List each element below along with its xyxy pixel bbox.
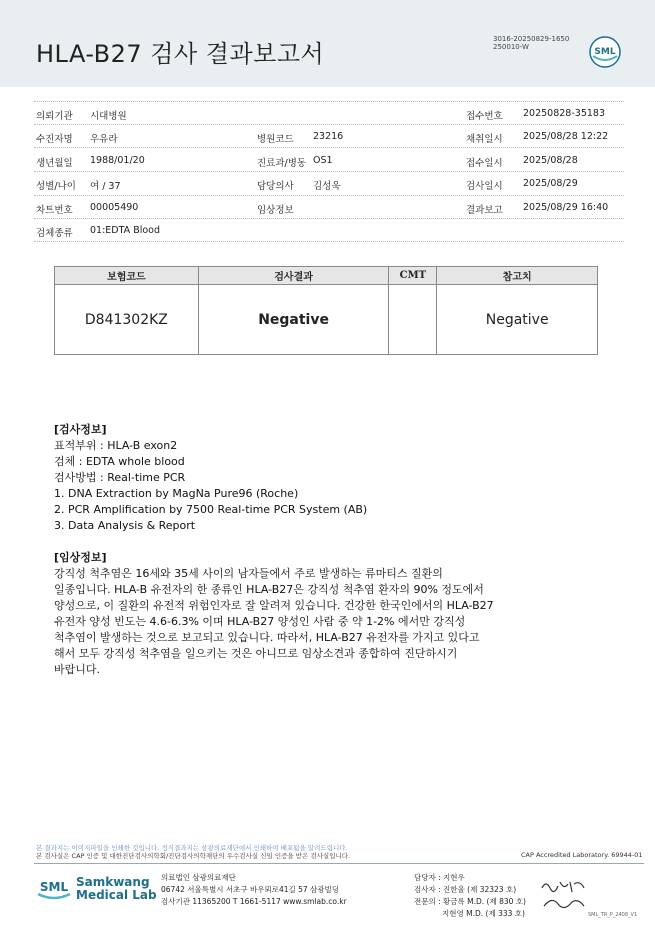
clinical-label: 임상정보 — [257, 205, 294, 216]
insurance-code-cell: D841302KZ — [55, 285, 199, 355]
manager: 담당자 : 지현우 — [414, 873, 465, 882]
dept-value: OS1 — [313, 155, 333, 166]
cap-accreditation: CAP Accredited Laboratory. 69944-01 — [521, 851, 643, 859]
divider — [34, 195, 624, 196]
header-insurance-code: 보험코드 — [55, 267, 199, 285]
tested-value: 2025/08/29 — [523, 178, 578, 189]
dob-label: 생년월일 — [36, 158, 73, 169]
divider — [34, 218, 624, 219]
samkwang-logo-text: SML — [39, 880, 69, 894]
sex-age-label: 성별/나이 — [36, 181, 76, 192]
receipt-no-value: 20250828-35183 — [523, 108, 606, 119]
reported-label: 결과보고 — [466, 205, 503, 216]
specimen-value: 01:EDTA Blood — [90, 225, 161, 236]
footer-divider — [34, 863, 644, 864]
test-info-line: 3. Data Analysis & Report — [54, 519, 196, 532]
page-title: HLA-B27 검사 결과보고서 — [36, 40, 325, 68]
organization-info — [161, 872, 347, 908]
tester: 검사자 : 진한울 (제 32323 호) — [414, 885, 517, 894]
receipt-no-label: 접수번호 — [466, 111, 503, 122]
test-info-line: 검체 : EDTA whole blood — [54, 455, 185, 468]
org-contact: 검사기관 11365200 T 1661-5117 www.smlab.co.kr — [161, 897, 347, 906]
divider — [34, 124, 624, 125]
result-table — [54, 266, 598, 355]
brand-line2: Medical Lab — [76, 888, 157, 902]
result-table-header — [55, 267, 598, 285]
collection-label: 채취일시 — [466, 134, 503, 145]
cmt-cell — [389, 285, 437, 355]
hospital-code-label: 병원코드 — [257, 134, 294, 145]
collection-value: 2025/08/28 12:22 — [523, 131, 609, 142]
specimen-label: 검체종류 — [36, 228, 73, 239]
institution-label: 의뢰기관 — [36, 111, 73, 122]
clinical-info-heading: [임상정보] — [54, 551, 107, 564]
test-info-line: 2. PCR Amplification by 7500 Real-time PCR System (AB) — [54, 503, 368, 516]
document-code — [493, 35, 569, 51]
clinical-info-line: 해서 모두 강직성 척추염을 일으키는 것은 아니므로 임상소견과 종합하여 진단하시기 — [54, 647, 458, 660]
tested-label: 검사일시 — [466, 181, 503, 192]
signatories — [414, 872, 526, 920]
test-result-cell: Negative — [198, 285, 389, 355]
examinee-value: 우유라 — [90, 134, 118, 145]
hospital-code-value: 23216 — [313, 131, 344, 142]
reported-value: 2025/08/29 16:40 — [523, 202, 609, 213]
image-print-notice: 본 결과지는 이미지파일을 인쇄한 것입니다. 정식결과지는 삼광의료재단에서 인쇄하여 배포됨을 알려드립니다. — [36, 844, 348, 852]
clinical-info-line: 일종입니다. HLA-B 유전자의 한 종류인 HLA-B27은 강직성 척추염 환자의 90% 정도에서 — [54, 583, 484, 596]
doctor-label: 담당의사 — [257, 181, 294, 192]
header-cmt: CMT — [389, 267, 437, 285]
reference-cell: Negative — [437, 285, 598, 355]
org-name: 의료법인 삼광의료재단 — [161, 873, 236, 882]
dob-value: 1988/01/20 — [90, 155, 145, 166]
specialist-1: 전문의 : 황금록 M.D. (제 830 호) — [414, 897, 526, 906]
clinical-info-line: 유전자 양성 빈도는 4.6-6.3% 이며 HLA-B27 양성인 사람 중 약 1-2% 에서만 강직성 — [54, 615, 466, 628]
header-reference: 참고치 — [437, 267, 598, 285]
divider — [34, 171, 624, 172]
signature-icon — [538, 878, 590, 912]
divider — [34, 147, 624, 148]
divider — [34, 101, 624, 102]
clinical-info-line: 양성으로, 이 질환의 유전적 위험인자로 잘 알려져 있습니다. 건강한 한국인에서의 HLA-B27 — [54, 599, 494, 612]
received-value: 2025/08/28 — [523, 155, 578, 166]
test-info-line: 1. DNA Extraction by MagNa Pure96 (Roche) — [54, 487, 299, 500]
clinical-info-line: 강직성 척추염은 16세와 35세 사이의 남자들에서 주로 발생하는 류마티스 질환의 — [54, 567, 443, 580]
clinical-info-line: 척추염이 발생하는 것으로 보고되고 있습니다. 따라서, HLA-B27 유전자를 가지고 있다고 — [54, 631, 480, 644]
org-address: 06742 서울특별시 서초구 바우뫼로41길 57 삼광빌딩 — [161, 885, 340, 894]
chart-label: 차트번호 — [36, 205, 73, 216]
chart-value: 00005490 — [90, 202, 139, 213]
test-info-heading: [검사정보] — [54, 423, 107, 436]
test-info-line: 표적부위 : HLA-B exon2 — [54, 439, 178, 452]
sml-logo-text: SML — [594, 47, 616, 57]
samkwang-logo-icon — [36, 872, 72, 902]
test-info-section — [54, 422, 367, 534]
test-info-line: 검사방법 : Real-time PCR — [54, 471, 186, 484]
table-row — [55, 285, 598, 355]
received-label: 접수일시 — [466, 158, 503, 169]
institution-value: 시대병원 — [90, 111, 127, 122]
brand-line1: Samkwang — [76, 875, 150, 889]
form-version: SML_TR_P_2408_V1 — [588, 912, 638, 918]
doctor-value: 김성욱 — [313, 181, 341, 192]
dept-label: 진료과/병동 — [257, 158, 307, 169]
clinical-info-section — [54, 550, 494, 678]
examinee-label: 수진자명 — [36, 134, 73, 145]
clinical-info-line: 바랍니다. — [54, 663, 101, 676]
sml-logo-icon — [589, 36, 621, 68]
specialist-2: 지현영 M.D. (제 333 호) — [442, 909, 525, 918]
divider — [34, 241, 624, 242]
document-code-line1: 3016-20250829-1650 — [493, 35, 570, 43]
sex-age-value: 여 / 37 — [90, 181, 121, 192]
certification-notice: 본 검사실은 CAP 인증 및 대한진단검사의학회/진단검사의학재단의 우수검사실 신임 인증을 받은 검사실입니다. — [36, 852, 351, 860]
brand-name — [76, 876, 157, 902]
document-code-line2: 250010-W — [493, 43, 529, 51]
header-test-result: 검사결과 — [198, 267, 389, 285]
